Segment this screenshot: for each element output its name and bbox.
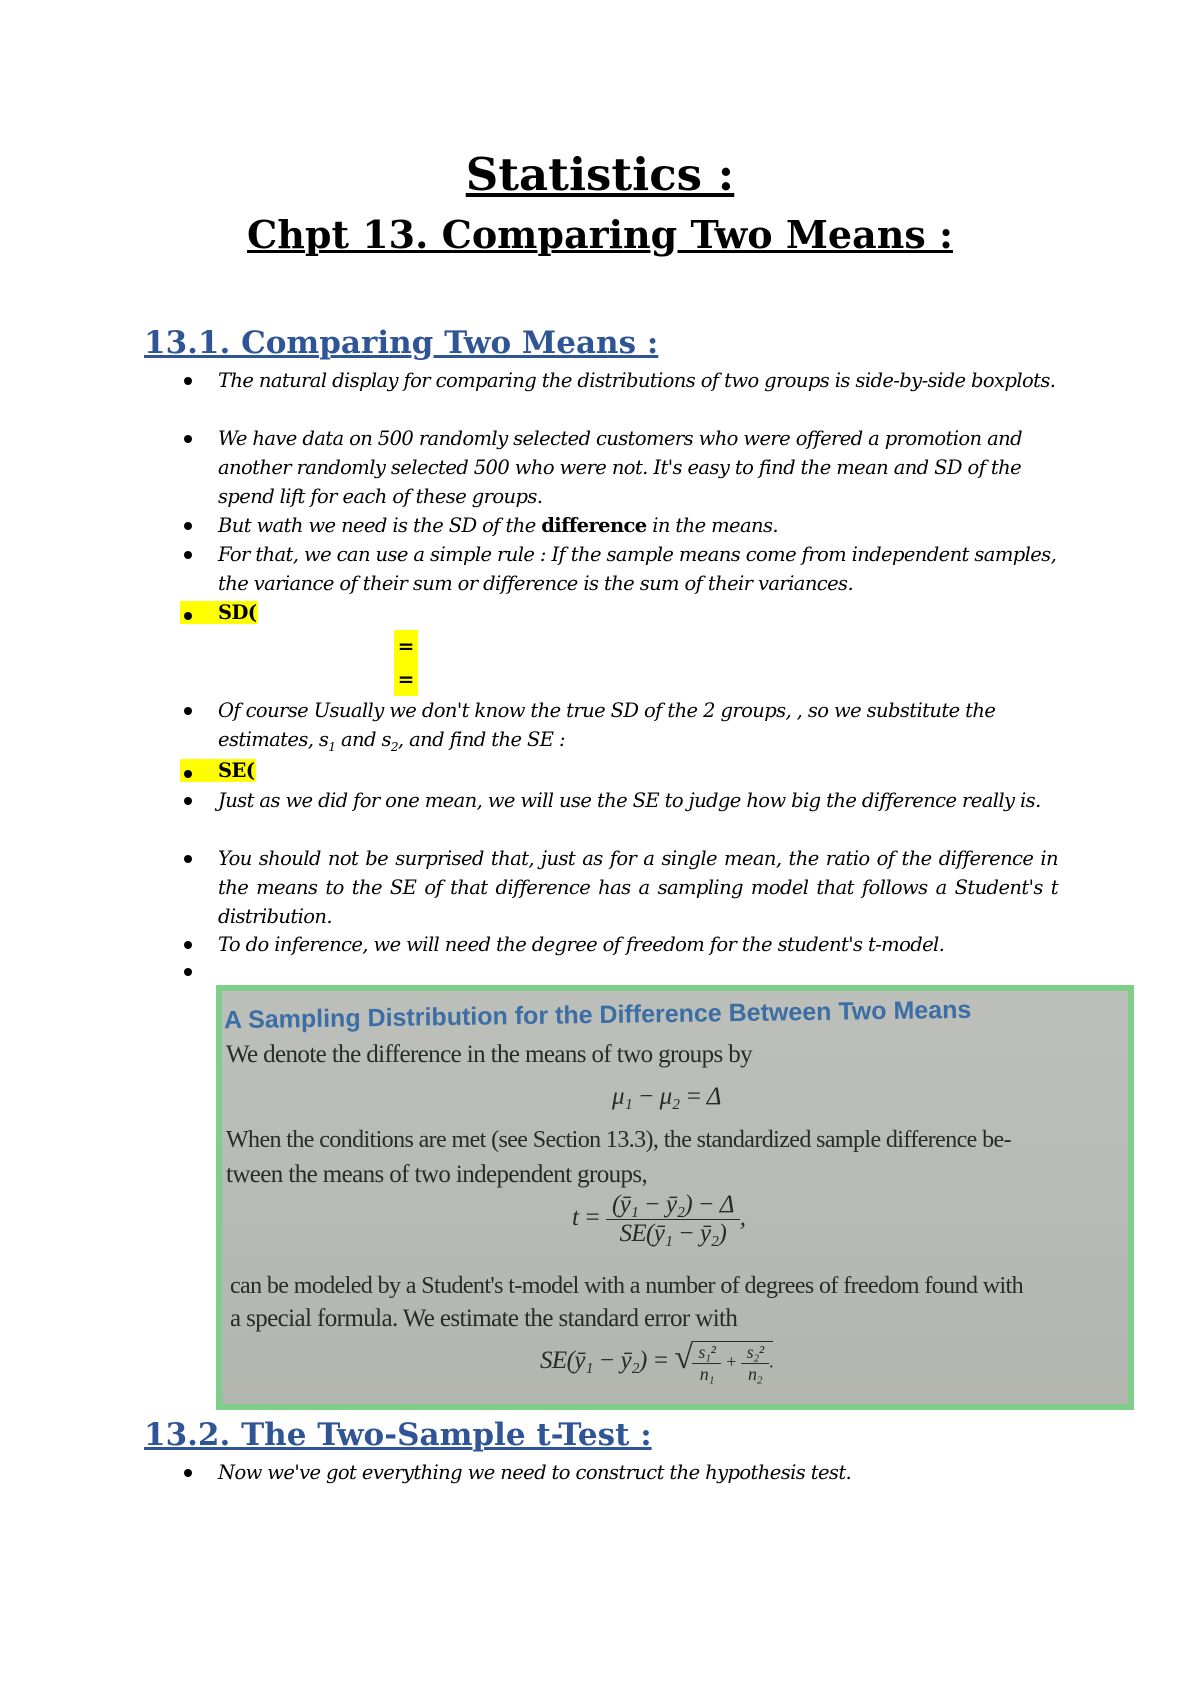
list-item [218,696,1058,762]
item-text: The natural display for comparing the distributions of two groups is side-by-side boxplots. [218,369,1056,392]
se-den1: n₁ [699,1364,714,1385]
se-den2: n₂ [748,1364,763,1385]
bullet-icon [184,377,192,385]
equals-sign: = [394,663,418,696]
list-item [218,844,1058,931]
figure-text: can be modeled by a Student's t-model with a number of degrees of freedom found with [230,1273,1024,1299]
subscript: 2 [390,739,398,754]
section-heading-13-2: 13.2. The Two-Sample t-Test : [144,1417,652,1453]
item-text: But wath we need is the SD of the [218,514,542,537]
list-item-se [218,756,256,785]
figure-text: a special formula. We estimate the standard error with [230,1305,738,1332]
item-text: You should not be surprised that, just as for a single mean, the ratio of the difference in the means to the SE of that difference has a sampling model that follows a Student's t distribution. [218,847,1058,928]
item-text: and s [335,728,391,751]
list-item [218,511,1058,540]
bullet-icon [184,968,192,976]
chapter-title: Chpt 13. Comparing Two Means : [247,212,953,257]
list-item [218,540,1058,598]
figure-text: We denote the difference in the means of two groups by [226,1041,753,1068]
t-lhs: t = [572,1204,601,1232]
bullet-icon [184,551,192,559]
item-bold-text: difference [541,514,647,537]
bullet-icon [184,707,192,715]
item-text: We have data on 500 randomly selected customers who were offered a promotion and another randomly selected 500 who were not. It's easy to find the mean and SD of the spend lift for each of these groups. [218,427,1022,508]
textbook-photo [216,985,1134,1410]
list-item [218,786,1058,815]
bullet-icon [184,1469,192,1477]
bullet-icon [184,855,192,863]
bullet-icon [184,612,192,620]
list-item [218,424,1058,511]
section-heading-13-1: 13.1. Comparing Two Means : [144,325,659,361]
item-text: Of course Usually we don't know the true SD of the 2 groups, , so we substitute the estimates, s [218,699,996,751]
t-numerator: (ȳ₁ − ȳ₂) − Δ [606,1191,740,1220]
figure-title: A Sampling Distribution for the Difference Between Two Means [223,995,972,1035]
se-formula: SE(ȳ₁ − ȳ₂) = √ $\frac{\text{s₁²}}{\text{n₁}}$ + $\frac{\text{s₂²}}{\text{n₂}}$ . [540,1339,774,1385]
list-item [218,366,1058,395]
subscript: 1 [328,739,336,754]
document-title: Statistics : [465,148,735,201]
bullet-icon [184,770,192,778]
figure-text: When the conditions are met (see Section 13.3), the standardized sample difference be- [226,1127,1011,1153]
se-label: SE( [218,759,255,782]
bullet-icon [184,797,192,805]
t-formula: t = $\frac{\text{(ȳ₁ − ȳ₂) − Δ}}{\text{SE(ȳ₁ − ȳ₂)}}$ , [572,1191,746,1247]
figure-equation: μ₁ − μ₂ = Δ [612,1083,721,1110]
list-item [218,1458,1058,1487]
se-num2: s₂² [741,1342,770,1364]
equals-sign: = [394,630,418,663]
item-text: in the means. [646,514,778,537]
item-text: , and find the SE : [397,728,565,751]
t-denominator: SE(ȳ₁ − ȳ₂) [619,1220,727,1247]
bullet-icon [184,522,192,530]
se-num1: s₁² [692,1342,721,1364]
item-text: Just as we did for one mean, we will use the SE to judge how big the difference really is. [218,789,1041,812]
item-text: To do inference, we will need the degree of freedom for the student's t-model. [218,933,945,956]
se-lhs: SE(ȳ₁ − ȳ₂) = [540,1347,669,1374]
list-item-sd [218,598,258,627]
item-text: Now we've got everything we need to construct the hypothesis test. [218,1461,852,1484]
list-item [218,930,1058,959]
figure-text: tween the means of two independent groups, [226,1161,648,1188]
bullet-icon [184,941,192,949]
sd-label: SD( [218,601,257,624]
item-text: For that, we can use a simple rule : If the sample means come from independent samples, the variance of their sum or difference is the sum of their variances. [218,543,1057,595]
bullet-icon [184,435,192,443]
